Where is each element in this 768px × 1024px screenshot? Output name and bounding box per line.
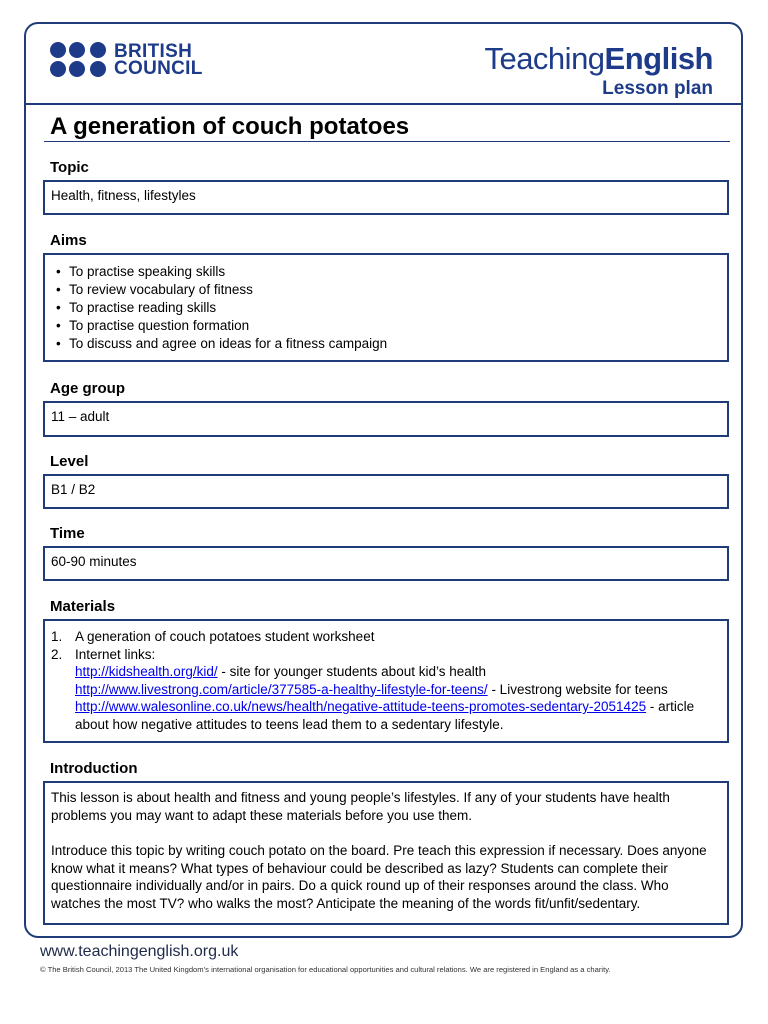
aim-item: • To review vocabulary of fitness — [51, 281, 721, 299]
topic-label: Topic — [50, 159, 89, 176]
level-label: Level — [50, 453, 89, 470]
materials-list — [51, 628, 721, 733]
british-council-dots-icon — [50, 42, 85, 77]
materials-box — [43, 619, 729, 743]
time-label: Time — [50, 525, 85, 542]
header-divider — [26, 103, 743, 105]
aims-box — [43, 253, 729, 362]
aim-item: • To discuss and agree on ideas for a fitness campaign — [51, 335, 721, 353]
materials-item — [51, 628, 721, 646]
aim-item: • To practise reading skills — [51, 299, 721, 317]
level-value: B1 / B2 — [51, 482, 96, 497]
link-description: - article about how negative attitudes to teens lead them to a sedentary lifestyle. — [75, 699, 695, 732]
aims-label: Aims — [50, 232, 87, 249]
age-group-label: Age group — [50, 380, 125, 397]
footer-url[interactable]: www.teachingenglish.org.uk — [40, 943, 239, 960]
title-divider — [44, 141, 730, 142]
age-group-box — [43, 401, 729, 437]
aims-list — [51, 263, 721, 353]
te-light: Teaching — [484, 41, 605, 76]
link-row — [75, 698, 721, 733]
materials-label: Materials — [50, 598, 116, 615]
british-council-dots-icon-2 — [90, 42, 106, 77]
brand-line-2: COUNCIL — [114, 57, 203, 79]
link-description: - site for younger students about kid’s health — [217, 664, 487, 679]
age-group-value: 11 – adult — [51, 409, 110, 424]
aim-item: • To practise question formation — [51, 317, 721, 335]
level-box — [43, 474, 729, 509]
british-council-wordmark — [114, 40, 203, 79]
kidshealth-link[interactable]: http://kidshealth.org/kid/ — [75, 664, 218, 679]
introduction-paragraph: This lesson is about health and fitness and young people’s lifestyles. If any of your students have health problems you may want to adapt these materials before you use them. — [51, 790, 670, 823]
materials-item-text: Internet links: — [75, 646, 156, 662]
british-council-logo — [50, 42, 203, 77]
materials-item-text: A generation of couch potatoes student worksheet — [75, 629, 375, 644]
materials-item-number: 1. — [51, 629, 63, 644]
topic-value: Health, fitness, lifestyles — [51, 188, 196, 203]
teaching-english-logo — [484, 42, 713, 100]
footer-copyright: © The British Council, 2013 The United Kingdom’s international organisation for educational opportunities and cultural relations. We are registered in England as a charity. — [40, 965, 611, 974]
time-box — [43, 546, 729, 581]
materials-item — [51, 646, 721, 734]
lesson-plan-subtitle: Lesson plan — [602, 78, 713, 99]
page-title: A generation of couch potatoes — [50, 113, 410, 140]
teaching-english-wordmark — [484, 42, 713, 76]
link-row — [75, 663, 721, 681]
introduction-paragraph: Introduce this topic by writing couch potato on the board. Pre teach this expression if necessary. Does anyone know what it means? What types of behaviour could be described as lazy? Students can complete their questionnaire individually and/or in pairs. Do a quick round up of their responses around the class. Who watches the most TV? who walks the most? Anticipate the meaning of the words fit/unfit/sedentary. — [51, 843, 707, 911]
walesonline-link[interactable]: http://www.walesonline.co.uk/news/health/negative-attitude-teens-promotes-sedentary-2051425 — [75, 699, 647, 714]
header — [24, 22, 743, 106]
internet-links — [75, 663, 721, 733]
livestrong-link[interactable]: http://www.livestrong.com/article/377585-a-healthy-lifestyle-for-teens/ — [75, 681, 488, 697]
link-row — [75, 681, 721, 699]
materials-item-number: 2. — [51, 646, 63, 662]
te-bold: English — [604, 41, 713, 76]
brand-line-1: BRITISH — [114, 40, 193, 62]
time-value: 60-90 minutes — [51, 554, 137, 569]
link-description: - Livestrong website for teens — [487, 681, 668, 697]
introduction-label: Introduction — [50, 760, 138, 777]
topic-box — [43, 180, 729, 215]
introduction-box — [43, 781, 729, 925]
aim-item: • To practise speaking skills — [51, 263, 721, 281]
